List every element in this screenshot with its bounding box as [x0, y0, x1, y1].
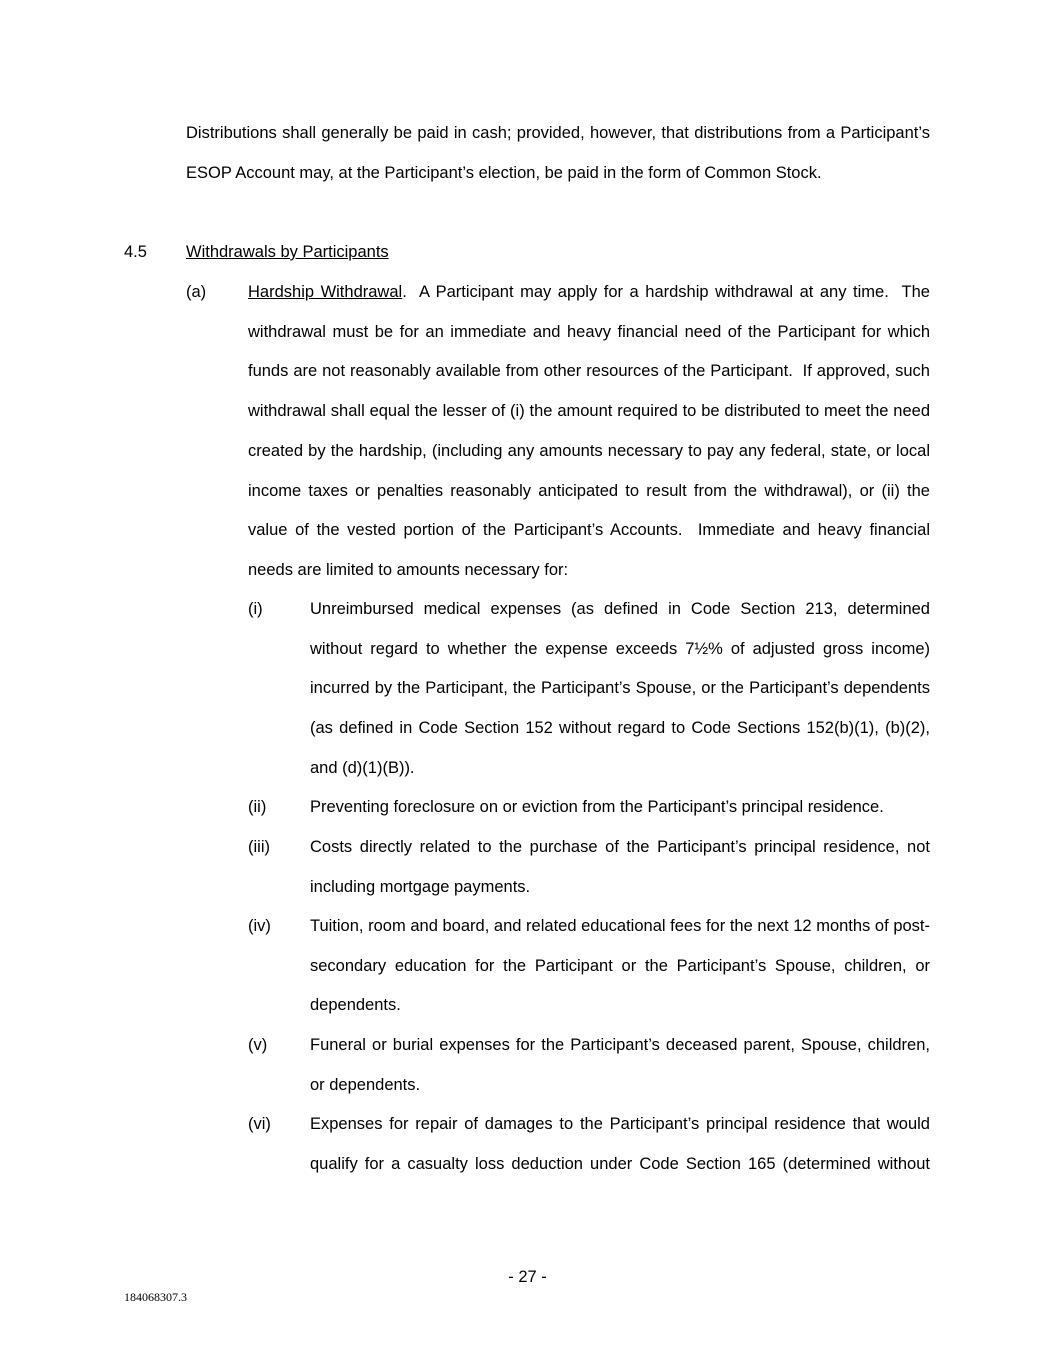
section-title: Withdrawals by Participants [186, 243, 389, 261]
item-label: (i) [248, 600, 263, 618]
item-text: Expenses for repair of damages to the Participant’s principal residence that would [310, 1115, 930, 1133]
item-text: Costs directly related to the purchase of the Participant’s principal residence, not including mortgage payments. [310, 838, 930, 896]
item-label: (iv) [248, 917, 271, 935]
item-text: Tuition, room and board, and related educational fees for the next 12 months of post-secondary education for the Participant or the Participant’s Spouse, children, or dependents. [310, 917, 930, 1015]
page-number: - 27 - [508, 1268, 547, 1286]
item-label: (vi) [248, 1115, 271, 1133]
item-label: (iii) [248, 838, 270, 856]
item-text: Unreimbursed medical expenses (as defined in Code Section 213, determined without regard to whether the expense exceeds 7½% of adjusted gross income) incurred by the Participant, the Participant’s Spouse, or the Participant’s dependents (as defined in Code Section 152 without regard to Code Sections 152(b)(1), (b)(2), and (d)(1)(B)). [310, 600, 930, 777]
item-label: (v) [248, 1036, 268, 1054]
item-text-continued: qualify for a casualty loss deduction under Code Section 165 (determined without [310, 1155, 930, 1173]
document-id: 184068307.3 [124, 1290, 187, 1304]
subsection-paragraph [248, 273, 935, 591]
subsection-heading: Hardship Withdrawal [248, 283, 403, 301]
item-label: (ii) [248, 798, 267, 816]
section-number: 4.5 [124, 243, 147, 261]
intro-paragraph: Distributions shall generally be paid in cash; provided, however, that distributions from a Participant’s ESOP Account may, at the Participant’s election, be paid in the form of Common Stock. [186, 124, 930, 182]
subsection-label: (a) [186, 283, 207, 301]
item-text: Funeral or burial expenses for the Participant’s deceased parent, Spouse, children, or dependents. [310, 1036, 930, 1094]
subsection-heading-punct: . [402, 283, 407, 301]
subsection-body: A Participant may apply for a hardship withdrawal at any time. The withdrawal must be for an immediate and heavy financial need of the Participant for which funds are not reasonably available from other resources of the Participant. If approved, such withdrawal shall equal the lesser of (i) the amount required to be distributed to meet the need created by the hardship, (including any amounts necessary to pay any federal, state, or local income taxes or penalties reasonably anticipated to result from the withdrawal), or (ii) the value of the vested portion of the Participant’s Accounts. Immediate and heavy financial needs are limited to amounts necessary for: [248, 283, 935, 579]
item-text: Preventing foreclosure on or eviction from the Participant’s principal residence. [310, 798, 884, 816]
